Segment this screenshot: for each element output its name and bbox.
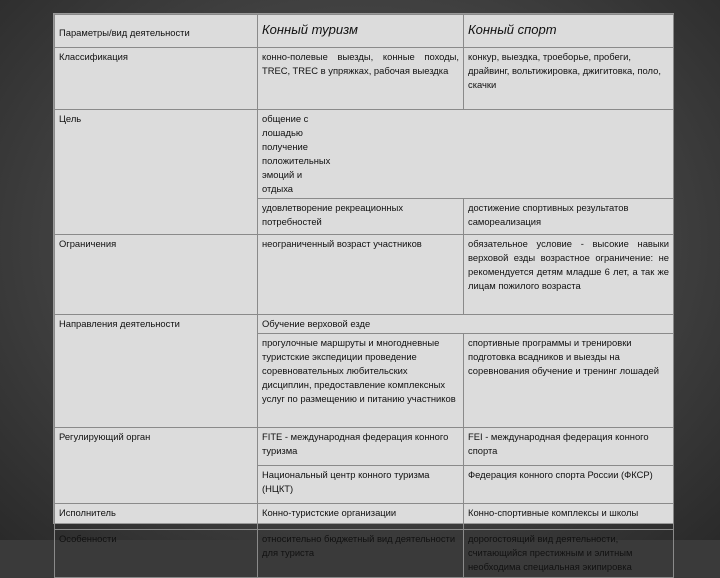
directions-common-cell: Обучение верховой езде [258,315,674,334]
row-label-directions: Направления деятельности [55,315,258,428]
table-row [55,315,674,334]
table-row [55,110,674,199]
header-tourism-title: Конный туризм [258,15,464,48]
table-row [55,428,674,466]
classification-sport-cell: конкур, выездка, троеборье, пробеги, драйвинг, вольтижировка, джигитовка, поло, скачки [464,48,674,110]
directions-tourism-cell: прогулочные маршруты и многодневные туристские экспедиции проведение соревновательных любительских дисциплин, предоставление комплексных услуг по размещению и питанию участников [258,334,464,428]
features-sport-cell: дорогостоящий вид деятельности, считающийся престижным и элитным необходима специальная экипировка [464,530,674,578]
goal-common-cell: общение с лошадью получение положительных эмоций и отдыха [258,110,674,199]
limits-tourism-cell: неограниченный возраст участников [258,235,464,315]
comparison-table-sheet [53,13,674,572]
features-tourism-cell: относительно бюджетный вид деятельности для туриста [258,530,464,578]
row-label-limits: Ограничения [55,235,258,315]
directions-sport-cell: спортивные программы и тренировки подготовка всадников и выезды на соревнования обучение и тренинг лошадей [464,334,674,428]
regulator-tourism-cell-1: FITE - международная федерация конного туризма [258,428,464,466]
row-label-features: Особенности [55,530,258,578]
table-row [55,504,674,530]
table-header-row [55,15,674,48]
table-row [55,530,674,578]
regulator-sport-cell-1: FEI - международная федерация конного спорта [464,428,674,466]
row-label-goal: Цель [55,110,258,235]
classification-tourism-cell: конно-полевые выезды, конные походы, TREC, TREC в упряжках, рабочая выездка [258,48,464,110]
header-parameter-label: Параметры/вид деятельности [55,15,258,48]
header-sport-title: Конный спорт [464,15,674,48]
limits-sport-cell: обязательное условие - высокие навыки верховой езды возрастное ограничение: не рекомендуется детям младше 6 лет, а так же лицам пожилого возраста [464,235,674,315]
row-label-executor: Исполнитель [55,504,258,530]
executor-sport-cell: Конно-спортивные комплексы и школы [464,504,674,530]
regulator-tourism-cell-2: Национальный центр конного туризма (НЦКТ) [258,466,464,504]
executor-tourism-cell: Конно-туристские организации [258,504,464,530]
row-label-classification: Классификация [55,48,258,110]
comparison-table [54,14,674,578]
table-row [55,235,674,315]
table-row [55,48,674,110]
regulator-sport-cell-2: Федерация конного спорта России (ФКСР) [464,466,674,504]
goal-sport-cell: достижение спортивных результатов самореализация [464,199,674,235]
goal-tourism-cell: удовлетворение рекреационных потребностей [258,199,464,235]
row-label-regulator: Регулирующий орган [55,428,258,504]
